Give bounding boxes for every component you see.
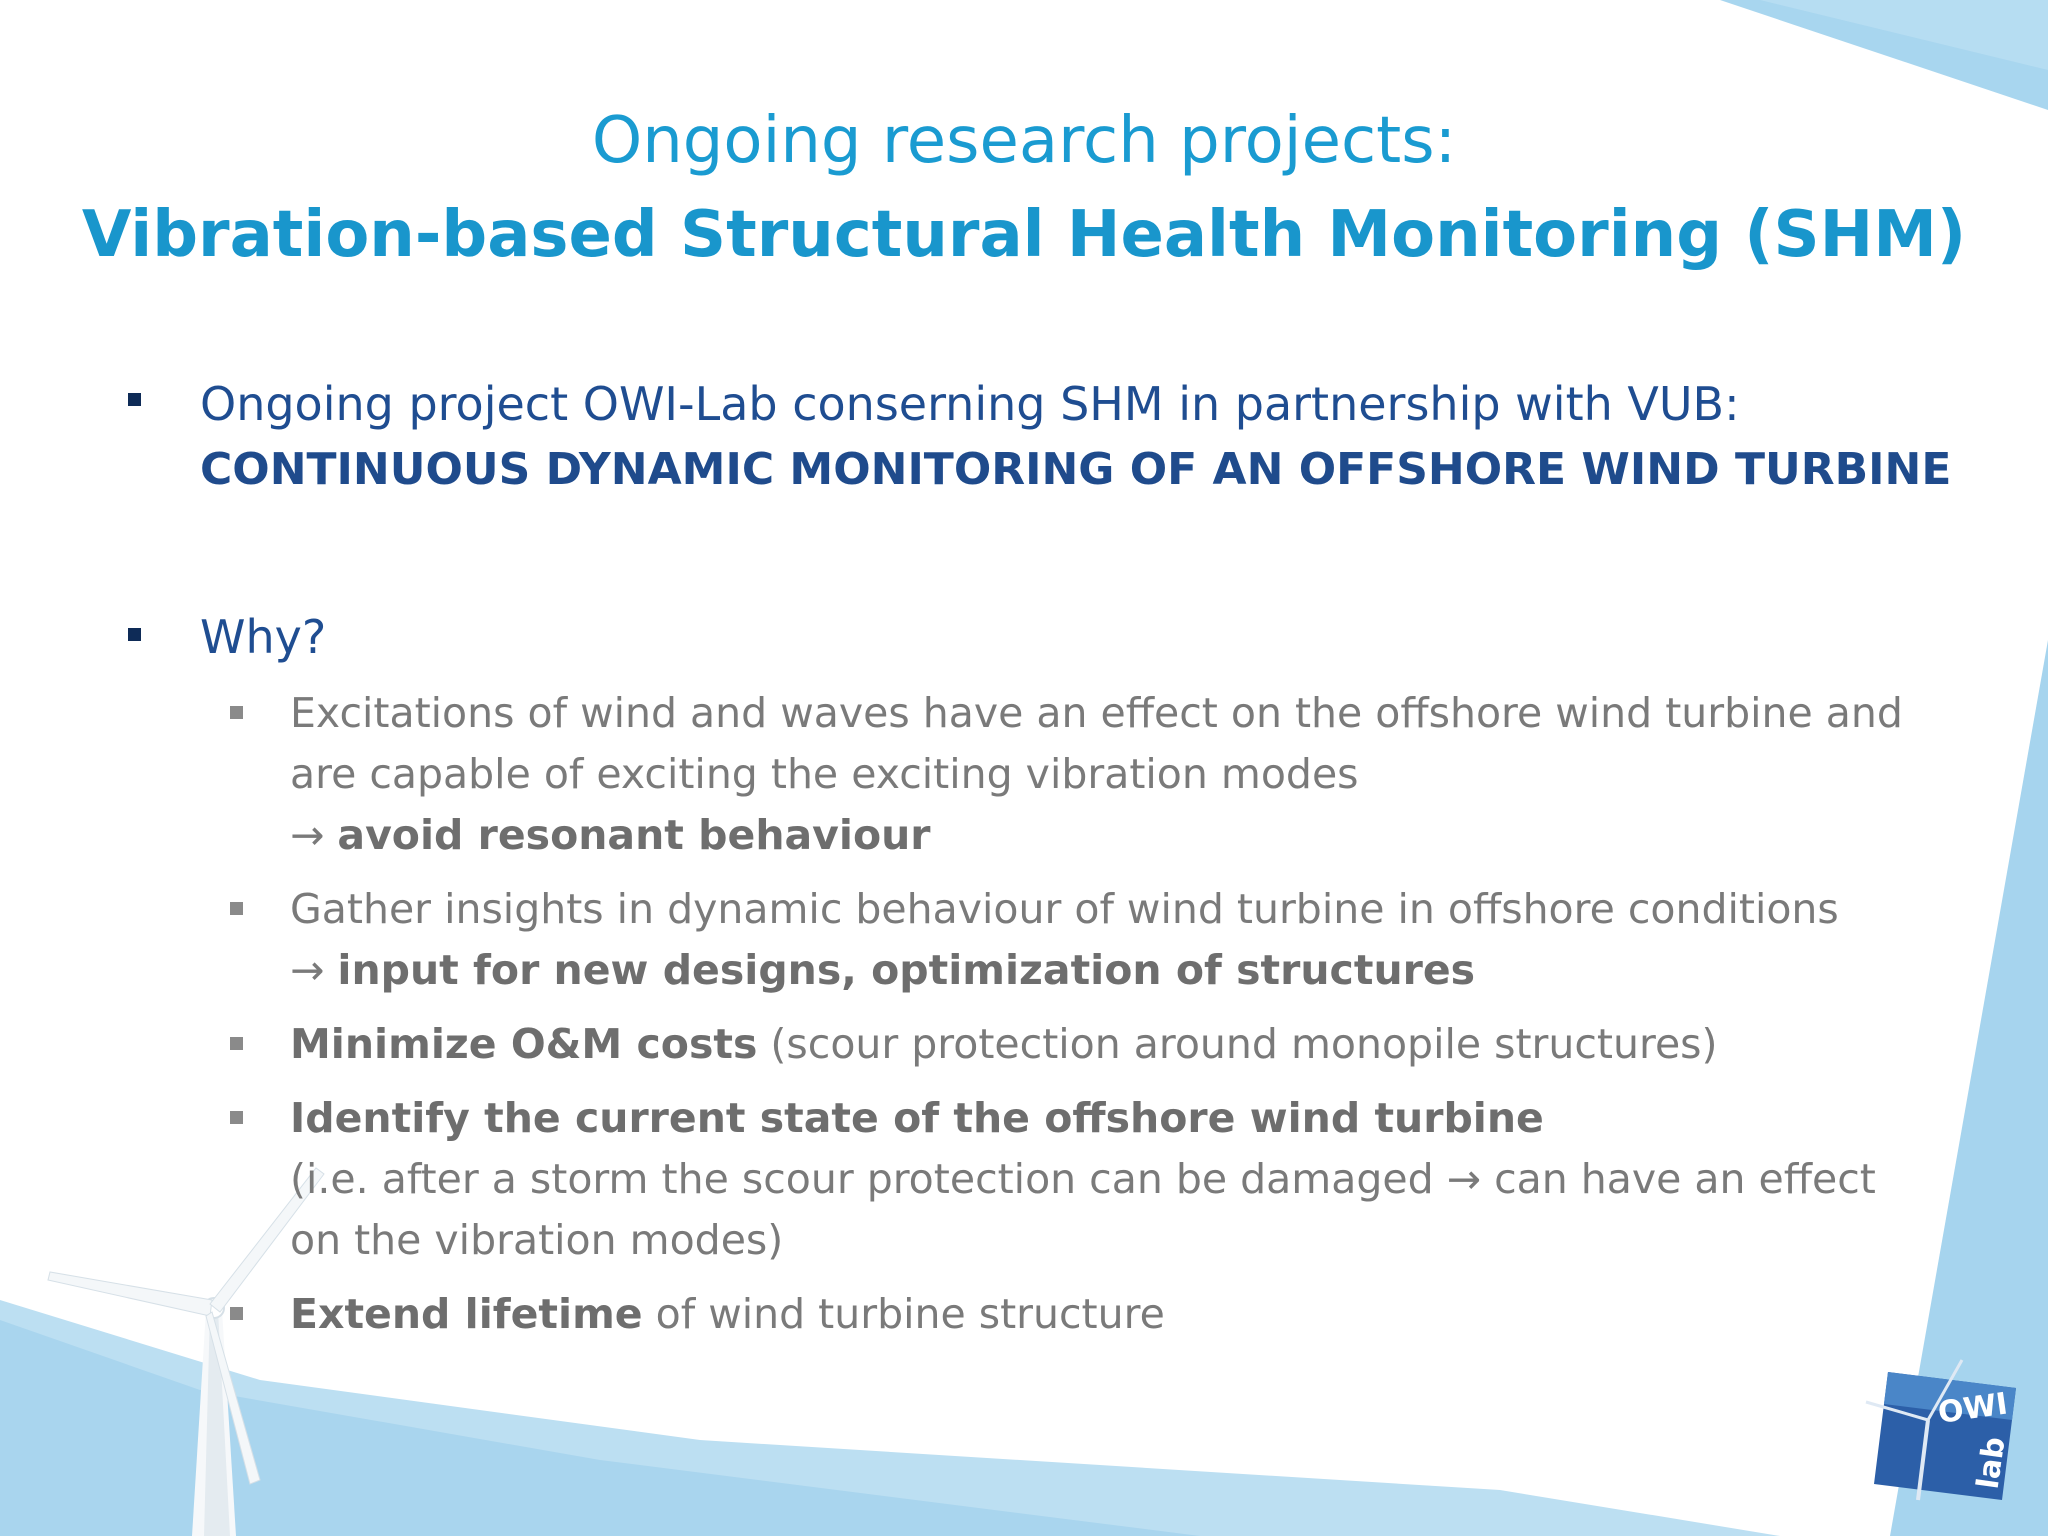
bullet-marker-item4 [230, 1111, 243, 1124]
arrow-icon: → [290, 946, 325, 994]
slide-title-line1: Ongoing research projects: [591, 104, 1457, 178]
why-item-om-costs [290, 1014, 1718, 1075]
why-item-lifetime [290, 1284, 1165, 1345]
bullet-marker-item3 [230, 1037, 243, 1050]
why-heading: Why? [200, 610, 327, 664]
bullet-marker-why [128, 628, 141, 641]
slide-title-line2: Vibration-based Structural Health Monitoring (SHM) [81, 198, 1967, 272]
arrow-icon: → [290, 811, 325, 859]
why-item-insights [290, 879, 1839, 1001]
bullet-marker-item2 [230, 902, 243, 915]
lifetime-rest: of wind turbine structure [642, 1290, 1165, 1338]
bullet-marker-item1 [230, 706, 243, 719]
om-costs-rest: (scour protection around monopile structures) [757, 1020, 1718, 1068]
bullet-marker-project [128, 393, 141, 406]
current-state-line2-pre: (i.e. after a storm the scour protection can be damaged [290, 1155, 1447, 1203]
project-bullet [200, 371, 1951, 503]
arrow-icon: → [1446, 1155, 1482, 1203]
excitations-line1: Excitations of wind and waves have an effect on the offshore wind turbine and [290, 689, 1903, 737]
project-title: CONTINUOUS DYNAMIC MONITORING OF AN OFFSHORE WIND TURBINE [200, 444, 1952, 495]
current-state-line2-post: can have an effect [1481, 1155, 1876, 1203]
bullet-marker-item5 [230, 1307, 243, 1320]
current-state-line3: on the vibration modes) [290, 1216, 784, 1264]
om-costs-bold: Minimize O&M costs [290, 1020, 758, 1068]
excitations-line2: are capable of exciting the exciting vibration modes [290, 750, 1359, 798]
lab-logo-text: lab [1970, 1434, 2013, 1492]
excitations-conclusion: avoid resonant behaviour [337, 811, 931, 859]
why-item-current-state [290, 1088, 1876, 1271]
project-description: Ongoing project OWI-Lab conserning SHM in partnership with VUB: [200, 377, 1740, 431]
why-item-excitations [290, 683, 1903, 866]
current-state-bold: Identify the current state of the offshore wind turbine [290, 1094, 1544, 1142]
lifetime-bold: Extend lifetime [290, 1290, 643, 1338]
insights-line1: Gather insights in dynamic behaviour of wind turbine in offshore conditions [290, 885, 1839, 933]
insights-conclusion: input for new designs, optimization of structures [337, 946, 1476, 994]
owi-logo-text: OWI [1935, 1386, 2010, 1431]
